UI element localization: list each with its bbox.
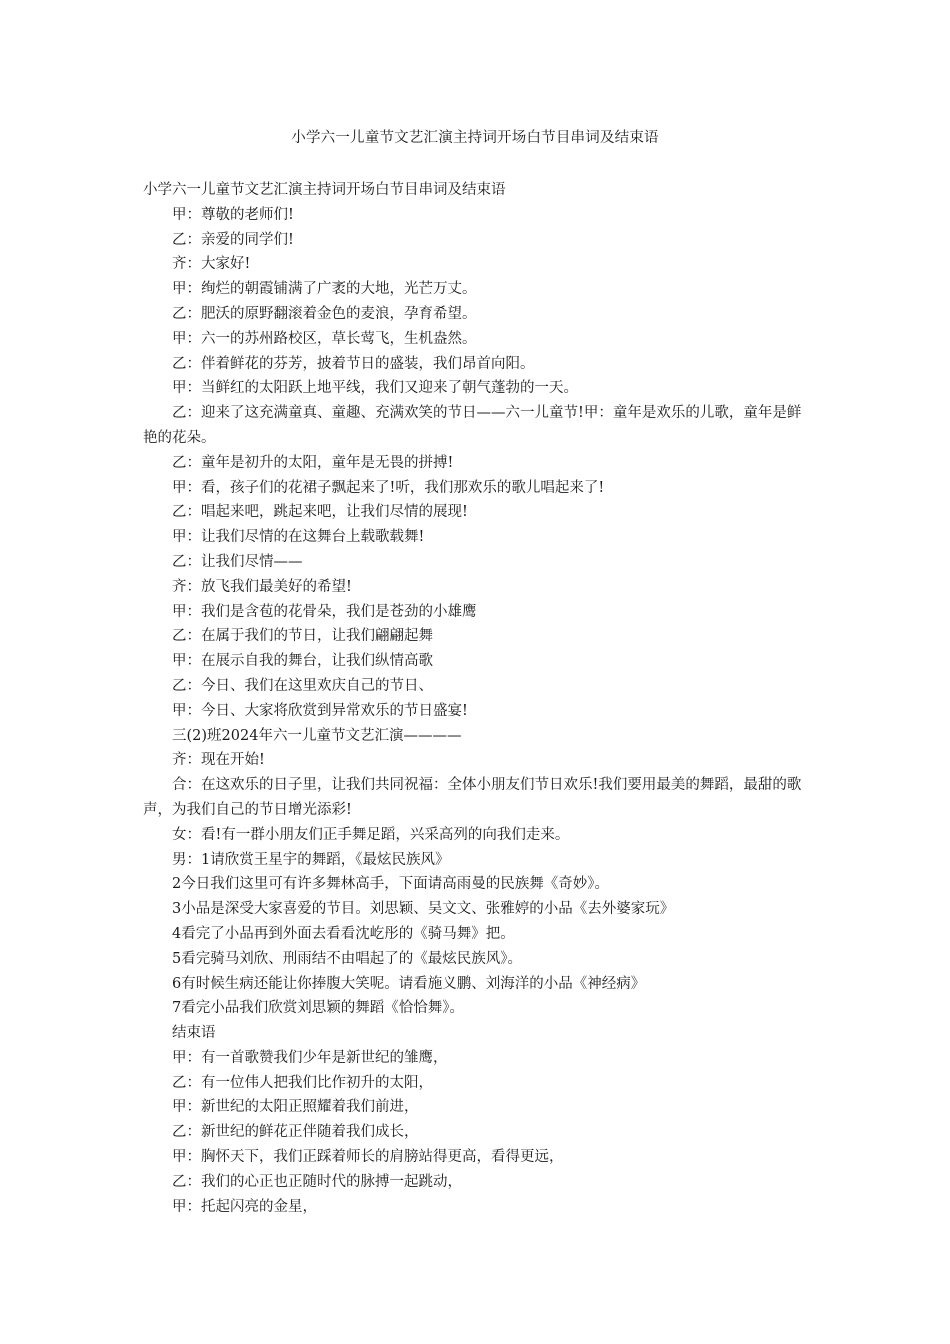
document-paragraph: 乙：让我们尽情——	[172, 553, 303, 570]
document-paragraph: 齐：大家好!	[172, 256, 251, 273]
document-paragraph: 5看完骑马刘欣、刑雨结不由唱起了的《最炫民族风》。	[172, 950, 522, 967]
document-paragraph: 甲：胸怀天下，我们正踩着师长的肩膀站得更高，看得更远，	[172, 1149, 564, 1166]
document-paragraph: 结束语	[172, 1025, 216, 1042]
document-paragraph: 6有时候生病还能让你捧腹大笑呢。请看施义鹏、刘海洋的小品《神经病》	[172, 975, 646, 992]
document-paragraph: 齐：现在开始!	[172, 752, 265, 769]
document-paragraph: 甲：有一首歌赞我们少年是新世纪的雏鹰，	[172, 1049, 448, 1066]
document-paragraph: 乙：今日、我们在这里欢庆自己的节日、	[172, 677, 433, 694]
document-paragraph: 甲：在展示自我的舞台，让我们纵情高歌	[172, 653, 433, 670]
document-paragraph: 乙：迎来了这充满童真、童趣、充满欢笑的节日——六一儿童节!甲：童年是欢乐的儿歌，童年是鲜艳的花朵。	[143, 405, 802, 446]
document-paragraph: 3小品是深受大家喜爱的节目。刘思颖、吴文文、张雅婷的小品《去外婆家玩》	[172, 901, 675, 918]
document-paragraph: 甲：我们是含苞的花骨朵，我们是苍劲的小雄鹰	[172, 603, 477, 620]
document-paragraph: 甲：托起闪亮的金星，	[172, 1198, 317, 1215]
document-paragraph: 合：在这欢乐的日子里，让我们共同祝福：全体小朋友们节日欢乐!我们要用最美的舞蹈，最甜的歌声，为我们自己的节日增光添彩!	[143, 777, 802, 818]
document-body	[143, 178, 809, 1219]
document-paragraph: 甲：六一的苏州路校区，草长莺飞，生机盎然。	[172, 330, 477, 347]
document-paragraph: 乙：我们的心正也正随时代的脉搏一起跳动，	[172, 1173, 462, 1190]
document-paragraph: 乙：伴着鲜花的芬芳，披着节日的盛装，我们昂首向阳。	[172, 355, 535, 372]
document-paragraph: 甲：当鲜红的太阳跃上地平线，我们又迎来了朝气蓬勃的一天。	[172, 380, 578, 397]
document-paragraph: 甲：绚烂的朝霞铺满了广袤的大地，光芒万丈。	[172, 281, 477, 298]
document-paragraph: 乙：唱起来吧，跳起来吧，让我们尽情的展现!	[172, 504, 468, 521]
document-paragraph: 甲：让我们尽情的在这舞台上载歌载舞!	[172, 529, 425, 546]
document-paragraph: 乙：童年是初升的太阳，童年是无畏的拼搏!	[172, 454, 454, 471]
document-paragraph: 男：1请欣赏王星宇的舞蹈，《最炫民族风》	[172, 851, 450, 868]
document-paragraph: 乙：有一位伟人把我们比作初升的太阳，	[172, 1074, 433, 1091]
document-paragraph: 乙：肥沃的原野翻滚着金色的麦浪，孕育希望。	[172, 305, 477, 322]
document-title: 小学六一儿童节文艺汇演主持词开场白节目串词及结束语	[291, 130, 659, 146]
document-paragraph: 甲：今日、大家将欣赏到异常欢乐的节日盛宴!	[172, 702, 468, 719]
document-paragraph: 甲：看，孩子们的花裙子飘起来了!听，我们那欢乐的歌儿唱起来了!	[172, 479, 605, 496]
document-paragraph: 乙：亲爱的同学们!	[172, 231, 294, 248]
document-paragraph: 乙：新世纪的鲜花正伴随着我们成长，	[172, 1124, 419, 1141]
document-paragraph: 乙：在属于我们的节日，让我们翩翩起舞	[172, 628, 433, 645]
document-paragraph: 女：看!有一群小朋友们正手舞足蹈，兴采高列的向我们走来。	[172, 826, 570, 843]
document-heading-line: 小学六一儿童节文艺汇演主持词开场白节目串词及结束语	[143, 182, 506, 198]
document-paragraph: 三(2)班2024年六一儿童节文艺汇演————	[172, 727, 462, 744]
document-paragraph: 齐：放飞我们最美好的希望!	[172, 578, 352, 595]
document-paragraph: 4看完了小品再到外面去看看沈屹彤的《骑马舞》把。	[172, 925, 515, 942]
document-paragraph: 甲：尊敬的老师们!	[172, 206, 294, 223]
document-paragraph: 7看完小品我们欣赏刘思颖的舞蹈《恰恰舞》。	[172, 1000, 464, 1017]
document-paragraph: 甲：新世纪的太阳正照耀着我们前进，	[172, 1099, 419, 1116]
document-paragraph: 2今日我们这里可有许多舞林高手，下面请高雨曼的民族舞《奇妙》。	[172, 876, 609, 893]
